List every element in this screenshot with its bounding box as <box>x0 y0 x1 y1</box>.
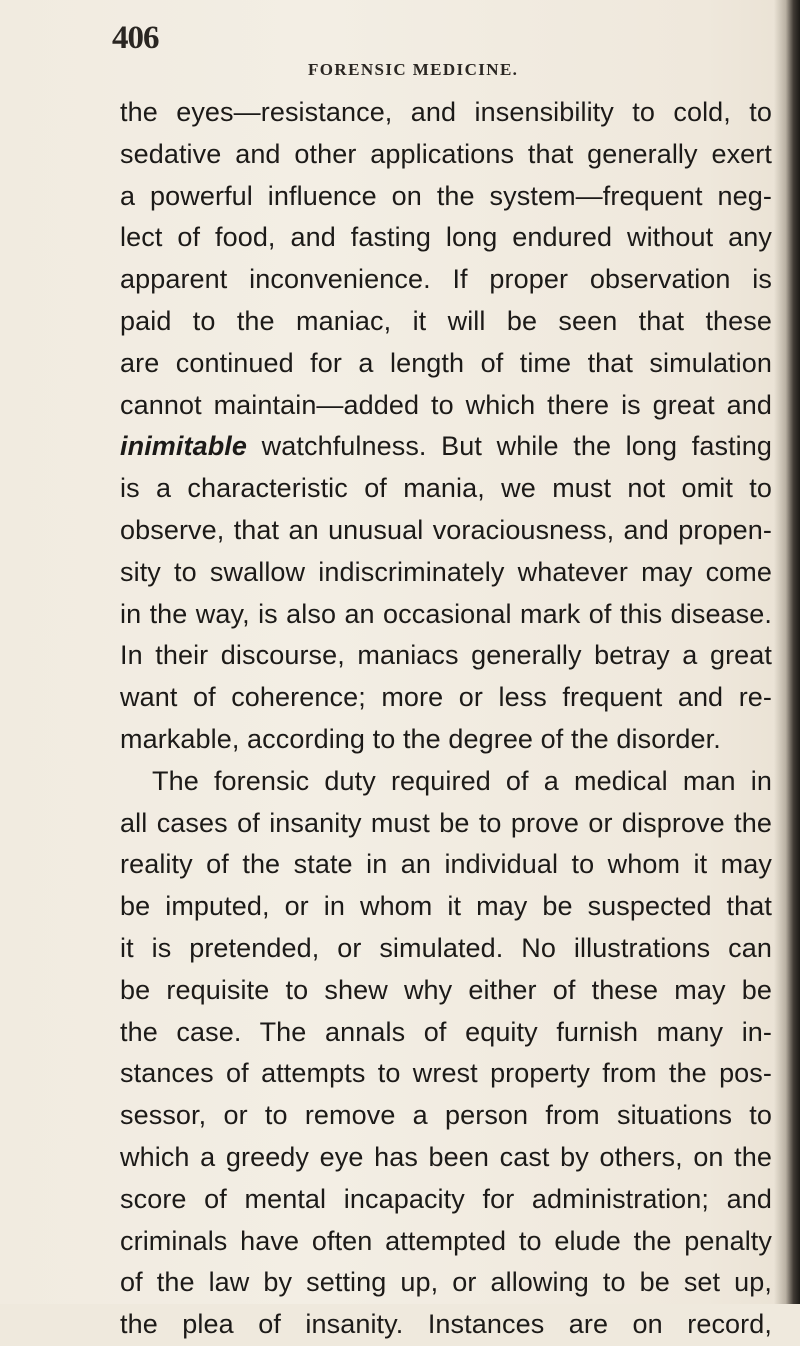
running-head <box>112 20 772 79</box>
text-line: paid to the maniac, it will be seen that these <box>120 305 772 336</box>
text-line: the case. The annals of equity furnish many in- <box>120 1016 772 1047</box>
text-line: be requisite to shew why either of these may be <box>120 974 772 1005</box>
text-line: lect of food, and fasting long endured without any <box>120 222 772 253</box>
text-line: criminals have often attempted to elude the penalty <box>120 1225 772 1256</box>
text-line: are continued for a length of time that simulation <box>120 347 772 378</box>
text-line: which a greedy eye has been cast by others, on the <box>120 1141 772 1172</box>
text-line-rest: watchfulness. But while the long fasting <box>261 431 772 462</box>
text-line: reality of the state in an individual to whom it may <box>120 849 772 880</box>
text-line: sessor, or to remove a person from situations to <box>120 1100 772 1131</box>
running-title: FORENSIC MEDICINE. <box>308 60 519 79</box>
text-line: is a characteristic of mania, we must not omit to <box>120 473 772 504</box>
text-line: score of mental incapacity for administration; and <box>120 1183 772 1214</box>
paragraph-start-line: The forensic duty required of a medical man in <box>152 765 772 796</box>
text-line: markable, according to the degree of the disorder. <box>120 723 721 754</box>
text-line: cannot maintain—added to which there is great and <box>120 389 772 420</box>
text-line: all cases of insanity must be to prove or disprove the <box>120 807 772 838</box>
text-line: In their discourse, maniacs generally betray a great <box>120 640 772 671</box>
text-line: apparent inconvenience. If proper observation is <box>120 264 772 295</box>
text-line: a powerful influence on the system—frequent neg- <box>120 180 772 211</box>
text-line: observe, that an unusual voraciousness, and propen- <box>120 514 772 545</box>
text-line: sedative and other applications that generally exert <box>120 138 772 169</box>
text-line: the plea of insanity. Instances are on record, <box>120 1309 772 1340</box>
text-line: sity to swallow indiscriminately whatever may come <box>120 556 772 587</box>
text-line: of the law by setting up, or allowing to be set up, <box>120 1267 772 1298</box>
text-line: stances of attempts to wrest property from the pos- <box>120 1058 772 1089</box>
text-line: the eyes—resistance, and insensibility to cold, to <box>120 97 772 127</box>
text-line: in the way, is also an occasional mark of this disease. <box>120 598 772 629</box>
page-number: 406 <box>112 20 159 56</box>
text-line: be imputed, or in whom it may be suspected that <box>120 891 772 922</box>
text-line: it is pretended, or simulated. No illustrations can <box>120 932 772 963</box>
text-line: want of coherence; more or less frequent and re- <box>120 682 772 713</box>
text-line-italic-lead <box>120 426 772 468</box>
body-text <box>120 92 772 1346</box>
italic-word: inimitable <box>120 431 248 462</box>
binding-shadow <box>774 0 800 1304</box>
